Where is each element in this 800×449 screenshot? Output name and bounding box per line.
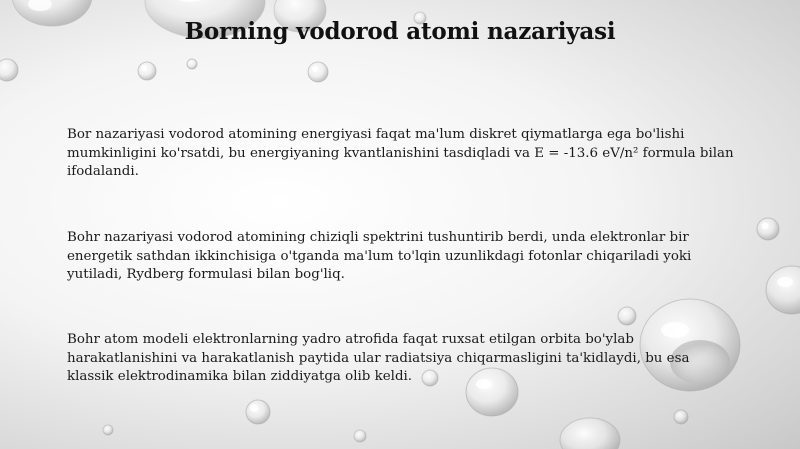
slide-title: Borning vodorod atomi nazariyasi: [184, 18, 616, 45]
droplet: [246, 400, 270, 424]
droplet: [0, 59, 18, 81]
droplet: [308, 62, 328, 82]
droplet: [560, 418, 620, 449]
droplet: [757, 218, 779, 240]
droplet: [138, 62, 156, 80]
droplet: [103, 425, 113, 435]
droplet: [187, 59, 197, 69]
paragraph-energy-quantization: Bor nazariyasi vodorod atomining energiyasi faqat ma'lum diskret qiymatlarga ega bo'lishi mumkinligini ko'rsatdi, bu energiyaning kvantlanishini tasdiqladi va E = -13.6 eV/n² formula bilan ifodalandi.: [67, 127, 734, 179]
droplet: [674, 410, 688, 424]
droplet: [766, 266, 800, 314]
paragraph-line-spectrum: Bohr nazariyasi vodorod atomining chiziqli spektrini tushuntirib berdi, unda elektronlar bir energetik sathdan ikkinchisiga o'tganda ma'lum to'lqin uzunlikdagi fotonlar chiqariladi yoki yutiladi, Rydberg formulasi bilan bog'liq.: [67, 230, 692, 282]
droplet: [618, 307, 636, 325]
droplet: [354, 430, 366, 442]
paragraph-allowed-orbits: Bohr atom modeli elektronlarning yadro atrofida faqat ruxsat etilgan orbita bo'ylab harakatlanishini va harakatlanish paytida ular radiatsiya chiqarmasligini ta'kidlaydi, bu esa klassik elektrodinamika bilan ziddiyatga olib keldi.: [67, 332, 690, 384]
